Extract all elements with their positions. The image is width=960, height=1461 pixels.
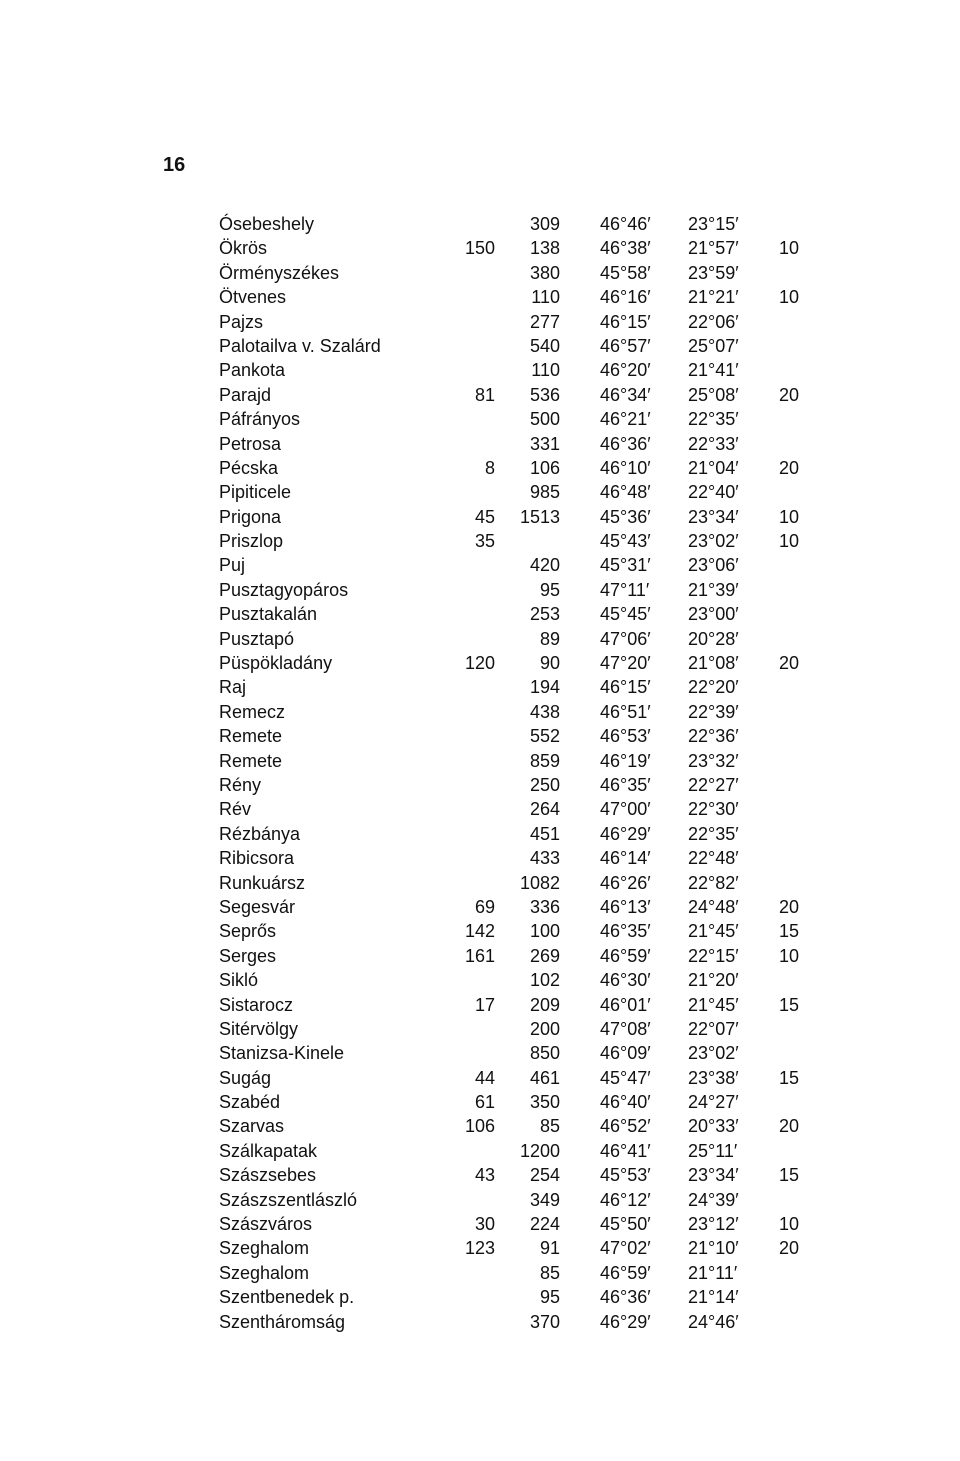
table-row	[0, 285, 960, 309]
value-col-1: 69	[474, 896, 495, 917]
place-name: Pajzs	[219, 311, 264, 332]
place-name: Serges	[219, 945, 277, 966]
latitude: 47°06′	[600, 628, 651, 649]
place-name: Pusztapó	[219, 628, 295, 649]
latitude: 45°43′	[600, 531, 651, 552]
place-name: Priszlop	[219, 531, 284, 552]
value-col-5: 10	[779, 238, 800, 259]
latitude: 46°36′	[600, 433, 651, 454]
longitude: 22°82′	[688, 872, 739, 893]
value-col-2: 380	[529, 262, 560, 283]
value-col-5: 15	[779, 921, 800, 942]
page-number: 16	[163, 154, 186, 176]
value-col-2: 451	[529, 823, 560, 844]
value-col-2: 91	[539, 1238, 560, 1259]
value-col-2: 250	[529, 774, 560, 795]
table-row	[0, 627, 960, 651]
longitude: 23°59′	[688, 262, 739, 283]
value-col-5: 20	[779, 384, 800, 405]
place-name: Ötvenes	[219, 287, 287, 308]
latitude: 46°34′	[600, 384, 651, 405]
place-name: Ribicsora	[219, 848, 295, 869]
longitude: 22°33′	[688, 433, 739, 454]
table-row	[0, 602, 960, 626]
place-name: Sikló	[219, 970, 259, 991]
value-col-1: 142	[464, 921, 495, 942]
place-name: Rény	[219, 774, 262, 795]
value-col-1: 106	[464, 1116, 495, 1137]
longitude: 22°06′	[688, 311, 739, 332]
table-row	[0, 749, 960, 773]
longitude: 24°27′	[688, 1092, 739, 1113]
place-name: Palotailva v. Szalárd	[219, 335, 381, 356]
table-row	[0, 1139, 960, 1163]
place-name: Szarvas	[219, 1116, 285, 1137]
place-name: Stanizsa-Kinele	[219, 1043, 345, 1064]
value-col-1: 61	[474, 1092, 495, 1113]
latitude: 47°00′	[600, 799, 651, 820]
place-name: Remecz	[219, 701, 286, 722]
latitude: 45°45′	[600, 604, 651, 625]
latitude: 47°20′	[600, 653, 651, 674]
value-col-5: 20	[779, 457, 800, 478]
table-row	[0, 480, 960, 504]
value-col-2: 89	[539, 628, 560, 649]
place-name: Pusztagyopáros	[219, 579, 349, 600]
value-col-2: 102	[529, 970, 560, 991]
value-col-2: 106	[529, 457, 560, 478]
longitude: 22°27′	[688, 774, 739, 795]
place-name: Püspökladány	[219, 653, 333, 674]
longitude: 21°10′	[688, 1238, 739, 1259]
place-name: Pankota	[219, 360, 286, 381]
value-col-2: 264	[529, 799, 560, 820]
table-row	[0, 822, 960, 846]
table-row	[0, 505, 960, 529]
place-name: Szálkapatak	[219, 1140, 318, 1161]
place-name: Szabéd	[219, 1092, 281, 1113]
latitude: 46°52′	[600, 1116, 651, 1137]
latitude: 46°14′	[600, 848, 651, 869]
value-col-2: 536	[529, 384, 560, 405]
latitude: 46°20′	[600, 360, 651, 381]
place-name: Raj	[219, 677, 247, 698]
place-name: Remete	[219, 726, 283, 747]
longitude: 22°40′	[688, 482, 739, 503]
longitude: 22°39′	[688, 701, 739, 722]
table-row	[0, 1017, 960, 1041]
table-row	[0, 407, 960, 431]
value-col-2: 336	[529, 896, 560, 917]
latitude: 47°02′	[600, 1238, 651, 1259]
longitude: 21°14′	[688, 1287, 739, 1308]
place-name: Sitérvölgy	[219, 1018, 299, 1039]
table-row	[0, 700, 960, 724]
longitude: 23°00′	[688, 604, 739, 625]
longitude: 25°08′	[688, 384, 739, 405]
value-col-5: 15	[779, 1067, 800, 1088]
longitude: 20°33′	[688, 1116, 739, 1137]
latitude: 45°58′	[600, 262, 651, 283]
latitude: 46°40′	[600, 1092, 651, 1113]
value-col-2: 331	[529, 433, 560, 454]
longitude: 21°39′	[688, 579, 739, 600]
value-col-1: 30	[474, 1214, 495, 1235]
latitude: 46°30′	[600, 970, 651, 991]
place-name: Sugág	[219, 1067, 272, 1088]
longitude: 21°08′	[688, 653, 739, 674]
longitude: 24°39′	[688, 1189, 739, 1210]
latitude: 46°36′	[600, 1287, 651, 1308]
longitude: 23°32′	[688, 750, 739, 771]
longitude: 23°38′	[688, 1067, 739, 1088]
longitude: 22°35′	[688, 409, 739, 430]
table-row	[0, 968, 960, 992]
table-row	[0, 236, 960, 260]
value-col-1: 150	[464, 238, 495, 259]
place-name: Prigona	[219, 506, 282, 527]
table-row	[0, 334, 960, 358]
longitude: 21°11′	[688, 1262, 738, 1283]
place-name: Rév	[219, 799, 252, 820]
table-row	[0, 1041, 960, 1065]
value-col-2: 350	[529, 1092, 560, 1113]
longitude: 21°41′	[688, 360, 739, 381]
place-name: Petrosa	[219, 433, 282, 454]
latitude: 45°47′	[600, 1067, 651, 1088]
value-col-2: 420	[529, 555, 560, 576]
value-col-5: 20	[779, 1238, 800, 1259]
table-row	[0, 1066, 960, 1090]
longitude: 21°04′	[688, 457, 739, 478]
table-row	[0, 919, 960, 943]
longitude: 22°07′	[688, 1018, 739, 1039]
table-row	[0, 871, 960, 895]
latitude: 46°12′	[600, 1189, 651, 1210]
place-name: Seprős	[219, 921, 277, 942]
latitude: 45°50′	[600, 1214, 651, 1235]
value-col-2: 461	[529, 1067, 560, 1088]
latitude: 46°01′	[600, 994, 651, 1015]
place-name: Remete	[219, 750, 283, 771]
value-col-2: 254	[529, 1165, 560, 1186]
longitude: 23°15′	[688, 214, 739, 234]
place-name: Puj	[219, 555, 246, 576]
table-row	[0, 895, 960, 919]
table-row	[0, 529, 960, 553]
place-name: Szeghalom	[219, 1262, 310, 1283]
place-name: Runkuársz	[219, 872, 306, 893]
value-col-2: 110	[531, 360, 560, 381]
place-name: Örményszékes	[219, 262, 340, 283]
table-row	[0, 797, 960, 821]
table-row	[0, 1188, 960, 1212]
value-col-2: 209	[529, 994, 560, 1015]
table-row	[0, 553, 960, 577]
place-name: Szentháromság	[219, 1311, 346, 1332]
value-col-2: 85	[539, 1116, 560, 1137]
longitude: 25°11′	[688, 1140, 738, 1161]
table-row	[0, 993, 960, 1017]
longitude: 22°48′	[688, 848, 739, 869]
latitude: 46°10′	[600, 457, 651, 478]
value-col-2: 1200	[519, 1140, 560, 1161]
value-col-5: 15	[779, 994, 800, 1015]
table-row	[0, 944, 960, 968]
value-col-2: 1082	[519, 872, 560, 893]
value-col-2: 100	[529, 921, 560, 942]
latitude: 46°35′	[600, 921, 651, 942]
longitude: 23°34′	[688, 506, 739, 527]
latitude: 45°53′	[600, 1165, 651, 1186]
value-col-1: 161	[464, 945, 495, 966]
table-row	[0, 651, 960, 675]
value-col-2: 859	[529, 750, 560, 771]
longitude: 20°28′	[688, 628, 739, 649]
table-row	[0, 456, 960, 480]
value-col-5: 15	[779, 1165, 800, 1186]
longitude: 21°57′	[688, 238, 739, 259]
latitude: 47°11′	[600, 579, 650, 600]
value-col-1: 44	[474, 1067, 495, 1088]
value-col-5: 20	[779, 896, 800, 917]
latitude: 46°57′	[600, 335, 651, 356]
latitude: 46°35′	[600, 774, 651, 795]
value-col-2: 438	[529, 701, 560, 722]
latitude: 46°46′	[600, 214, 651, 234]
table-row	[0, 383, 960, 407]
value-col-5: 20	[779, 653, 800, 674]
latitude: 46°09′	[600, 1043, 651, 1064]
value-col-2: 1513	[519, 506, 560, 527]
place-name: Segesvár	[219, 896, 296, 917]
value-col-2: 90	[539, 653, 560, 674]
place-name: Szeghalom	[219, 1238, 310, 1259]
latitude: 46°26′	[600, 872, 651, 893]
value-col-5: 10	[779, 506, 800, 527]
value-col-2: 95	[539, 579, 560, 600]
value-col-5: 10	[779, 1214, 800, 1235]
table-row	[0, 773, 960, 797]
table-row	[0, 1285, 960, 1309]
table-row	[0, 310, 960, 334]
longitude: 23°12′	[688, 1214, 739, 1235]
table-row	[0, 432, 960, 456]
place-name: Parajd	[219, 384, 272, 405]
value-col-1: 123	[464, 1238, 495, 1259]
latitude: 46°16′	[600, 287, 651, 308]
place-name: Pusztakalán	[219, 604, 318, 625]
latitude: 46°48′	[600, 482, 651, 503]
table-row	[0, 261, 960, 285]
place-name: Ökrös	[219, 238, 268, 259]
place-name: Szászsebes	[219, 1165, 317, 1186]
value-col-2: 138	[529, 238, 560, 259]
value-col-5: 10	[779, 945, 800, 966]
latitude: 46°29′	[600, 1311, 651, 1332]
latitude: 46°15′	[600, 677, 651, 698]
latitude: 46°38′	[600, 238, 651, 259]
longitude: 22°15′	[688, 945, 739, 966]
latitude: 46°41′	[600, 1140, 651, 1161]
latitude: 46°51′	[600, 701, 651, 722]
value-col-5: 20	[779, 1116, 800, 1137]
latitude: 46°19′	[600, 750, 651, 771]
value-col-2: 850	[529, 1043, 560, 1064]
table-row	[0, 846, 960, 870]
value-col-1: 35	[474, 531, 495, 552]
value-col-2: 200	[529, 1018, 560, 1039]
value-col-5: 10	[779, 287, 800, 308]
value-col-2: 224	[529, 1214, 560, 1235]
table-row	[0, 1163, 960, 1187]
value-col-2: 985	[529, 482, 560, 503]
latitude: 46°21′	[600, 409, 651, 430]
latitude: 45°31′	[600, 555, 651, 576]
value-col-2: 85	[539, 1262, 560, 1283]
table-row	[0, 358, 960, 382]
value-col-1: 43	[474, 1165, 495, 1186]
latitude: 46°59′	[600, 945, 651, 966]
place-name: Páfrányos	[219, 409, 301, 430]
value-col-2: 552	[529, 726, 560, 747]
table-row	[0, 1310, 960, 1334]
value-col-2: 370	[529, 1311, 560, 1332]
value-col-1: 45	[474, 506, 495, 527]
longitude: 22°35′	[688, 823, 739, 844]
longitude: 23°02′	[688, 531, 739, 552]
value-col-2: 194	[529, 677, 560, 698]
longitude: 22°36′	[688, 726, 739, 747]
longitude: 21°45′	[688, 994, 739, 1015]
latitude: 46°13′	[600, 896, 651, 917]
longitude: 23°02′	[688, 1043, 739, 1064]
latitude: 46°59′	[600, 1262, 651, 1283]
table-row	[0, 1114, 960, 1138]
value-col-2: 309	[529, 214, 560, 234]
longitude: 21°45′	[688, 921, 739, 942]
latitude: 46°15′	[600, 311, 651, 332]
longitude: 23°06′	[688, 555, 739, 576]
station-table	[0, 212, 960, 1334]
latitude: 46°53′	[600, 726, 651, 747]
latitude: 47°08′	[600, 1018, 651, 1039]
place-name: Rézbánya	[219, 823, 301, 844]
value-col-1: 81	[474, 384, 495, 405]
value-col-2: 500	[529, 409, 560, 430]
value-col-1: 17	[474, 994, 495, 1015]
place-name: Szászváros	[219, 1214, 313, 1235]
latitude: 45°36′	[600, 506, 651, 527]
value-col-2: 277	[529, 311, 560, 332]
place-name: Pécska	[219, 457, 279, 478]
table-row	[0, 578, 960, 602]
value-col-2: 433	[529, 848, 560, 869]
longitude: 21°21′	[688, 287, 739, 308]
table-row	[0, 1261, 960, 1285]
value-col-2: 95	[539, 1287, 560, 1308]
place-name: Sistarocz	[219, 994, 294, 1015]
place-name: Pipiticele	[219, 482, 292, 503]
table-row	[0, 724, 960, 748]
value-col-1: 8	[484, 457, 495, 478]
longitude: 22°30′	[688, 799, 739, 820]
table-row	[0, 212, 960, 236]
longitude: 24°48′	[688, 896, 739, 917]
longitude: 22°20′	[688, 677, 739, 698]
table-row	[0, 1090, 960, 1114]
table-row	[0, 1236, 960, 1260]
table-row	[0, 1212, 960, 1236]
longitude: 23°34′	[688, 1165, 739, 1186]
longitude: 25°07′	[688, 335, 739, 356]
value-col-2: 269	[529, 945, 560, 966]
value-col-2: 253	[529, 604, 560, 625]
table-row	[0, 675, 960, 699]
value-col-1: 120	[464, 653, 495, 674]
value-col-2: 540	[529, 335, 560, 356]
longitude: 24°46′	[688, 1311, 739, 1332]
place-name: Szászszentlászló	[219, 1189, 358, 1210]
latitude: 46°29′	[600, 823, 651, 844]
longitude: 21°20′	[688, 970, 739, 991]
place-name: Ósebeshely	[219, 214, 315, 234]
value-col-5: 10	[779, 531, 800, 552]
value-col-2: 349	[529, 1189, 560, 1210]
value-col-2: 110	[531, 287, 560, 308]
place-name: Szentbenedek p.	[219, 1287, 355, 1308]
